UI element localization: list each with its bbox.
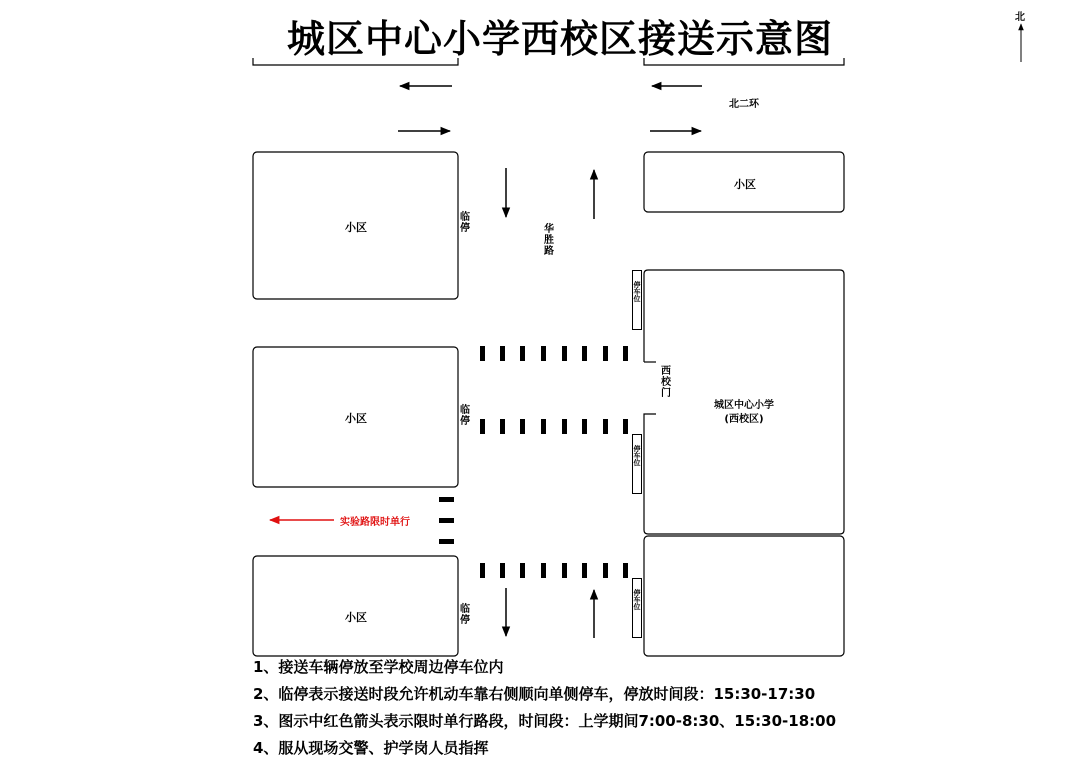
block-bottom-right	[644, 536, 844, 656]
crosswalk-west	[439, 497, 454, 544]
crosswalk-middle	[480, 419, 628, 434]
notes-list	[253, 654, 953, 762]
note-item: 1、接送车辆停放至学校周边停车位内	[253, 658, 504, 676]
temp-stop-label-1: 临停	[460, 212, 470, 234]
gate-label: 西校门	[661, 366, 671, 399]
one-way-label: 实验路限时单行	[340, 517, 410, 528]
block-bottom-left	[253, 556, 458, 656]
block-label-bottom-left: 小区	[345, 611, 367, 624]
parking-space-3: 停车位	[632, 578, 642, 638]
parking-space-1: 停车位	[632, 270, 642, 330]
north-label: 北	[1015, 12, 1025, 23]
road-north-label: 北二环	[729, 99, 759, 110]
temp-stop-label-2: 临停	[460, 405, 470, 427]
note-item: 4、服从现场交警、护学岗人员指挥	[253, 739, 489, 757]
crosswalk-lower	[480, 563, 628, 578]
temp-stop-label-3: 临停	[460, 604, 470, 626]
school-campus: (西校区)	[724, 414, 764, 425]
crosswalk-upper	[480, 346, 628, 361]
road-main-label: 华胜路	[544, 224, 554, 257]
parking-space-2: 停车位	[632, 434, 642, 494]
block-label-top-left: 小区	[345, 221, 367, 234]
school-name: 城区中心小学	[714, 400, 774, 411]
block-label-mid-left: 小区	[345, 412, 367, 425]
block-label-top-right: 小区	[734, 178, 756, 191]
page-title: 城区中心小学西校区接送示意图	[286, 17, 833, 61]
note-item: 3、图示中红色箭头表示限时单行路段，时间段：上学期间7:00-8:30、15:30-18:00	[253, 712, 837, 730]
note-item: 2、临停表示接送时段允许机动车靠右侧顺向单侧停车，停放时间段：15:30-17:30	[253, 685, 816, 703]
